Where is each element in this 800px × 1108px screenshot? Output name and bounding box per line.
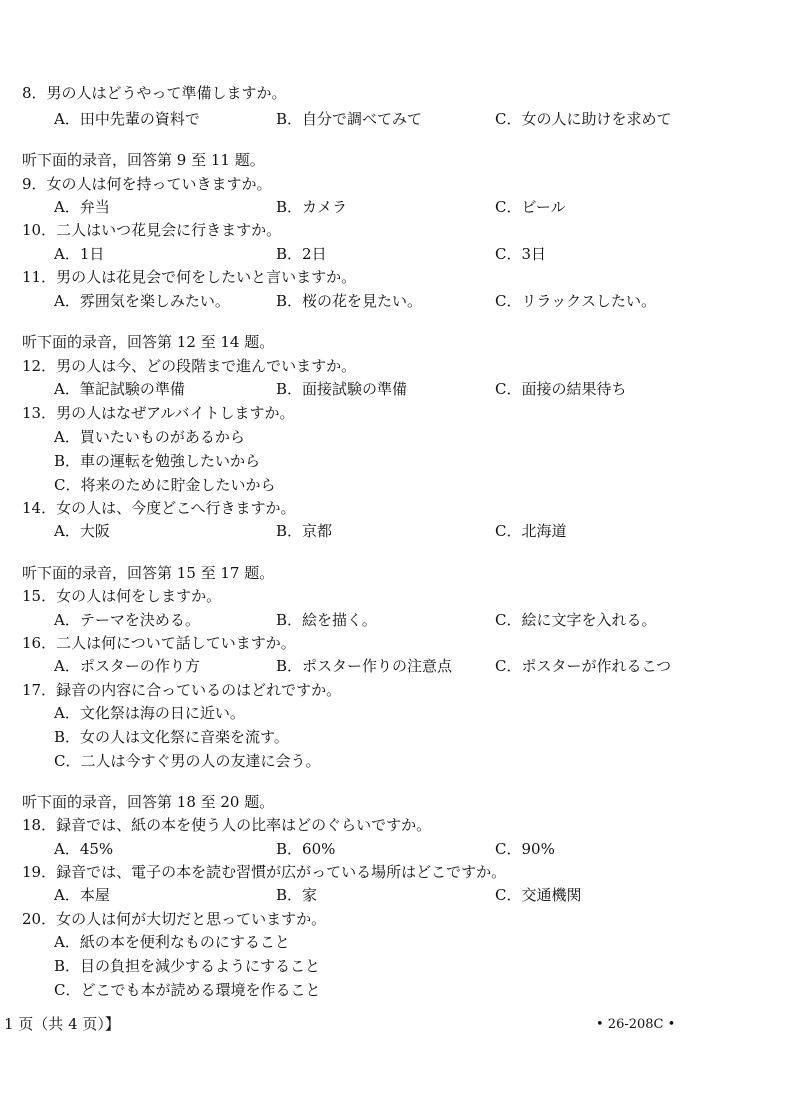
question-17: 17．録音の内容に合っているのはどれですか。 — [22, 681, 342, 699]
q11-option-b: B．桜の花を見たい。 — [276, 292, 423, 310]
q9-option-b: B．カメラ — [276, 198, 348, 216]
q15-option-c: C．絵に文字を入れる。 — [495, 611, 657, 629]
q15-option-b: B．絵を描く。 — [276, 611, 377, 629]
q11-option-c: C．リラックスしたい。 — [495, 292, 657, 310]
section-header-18-20: 听下面的录音，回答第 18 至 20 题。 — [22, 793, 275, 811]
document-code: • 26-208C • — [596, 1017, 676, 1032]
q13-option-a: A．買いたいものがあるから — [54, 428, 245, 446]
q14-option-b: B．京都 — [276, 522, 333, 540]
q8-option-a: A．田中先輩の資料で — [54, 110, 200, 128]
q16-option-b: B．ポスター作りの注意点 — [276, 657, 453, 675]
q10-option-c: C．3日 — [495, 245, 547, 263]
q19-option-a: A．本屋 — [54, 886, 110, 904]
q18-option-c: C．90% — [495, 840, 555, 858]
q12-option-c: C．面接の結果待ち — [495, 380, 627, 398]
q8-option-b: B．自分で調べてみて — [276, 110, 423, 128]
q10-option-a: A．1日 — [54, 245, 105, 263]
question-18: 18．録音では、紙の本を使う人の比率はどのぐらいですか。 — [22, 816, 432, 834]
q13-option-c: C．将来のために貯金したいから — [54, 476, 276, 494]
q20-option-b: B．目の負担を減少するようにすること — [54, 957, 321, 975]
q15-option-a: A．テーマを決める。 — [54, 611, 200, 629]
q16-option-c: C．ポスターが作れるこつ — [495, 657, 672, 675]
page-number: 1 页（共 4 页）】 — [4, 1015, 120, 1033]
q18-option-b: B．60% — [276, 840, 336, 858]
section-header-15-17: 听下面的录音，回答第 15 至 17 题。 — [22, 564, 275, 582]
q9-option-a: A．弁当 — [54, 198, 110, 216]
q17-option-c: C．二人は今すぐ男の人の友達に会う。 — [54, 752, 321, 770]
question-20: 20．女の人は何が大切だと思っていますか。 — [22, 910, 327, 928]
question-10: 10．二人はいつ花見会に行きますか。 — [22, 221, 282, 239]
q10-option-b: B．2日 — [276, 245, 327, 263]
q13-option-b: B．車の運転を勉強したいから — [54, 452, 261, 470]
q8-option-c: C．女の人に助けを求めて — [495, 110, 672, 128]
q19-option-b: B．家 — [276, 886, 318, 904]
question-13: 13．男の人はなぜアルバイトしますか。 — [22, 404, 295, 422]
q17-option-b: B．女の人は文化祭に音楽を流す。 — [54, 728, 289, 746]
q9-option-c: C．ビール — [495, 198, 566, 216]
q11-option-a: A．雰囲気を楽しみたい。 — [54, 292, 230, 310]
q20-option-a: A．紙の本を便利なものにすること — [54, 933, 290, 951]
question-16: 16．二人は何について話していますか。 — [22, 634, 296, 652]
question-19: 19．録音では、電子の本を読む習慣が広がっている場所はどこですか。 — [22, 863, 507, 881]
q17-option-a: A．文化祭は海の日に近い。 — [54, 704, 245, 722]
question-8: 8．男の人はどうやって準備しますか。 — [22, 84, 287, 102]
section-header-12-14: 听下面的录音，回答第 12 至 14 题。 — [22, 333, 275, 351]
question-12: 12．男の人は今、どの段階まで進んでいますか。 — [22, 357, 357, 375]
q12-option-b: B．面接試験の準備 — [276, 380, 408, 398]
q14-option-c: C．北海道 — [495, 522, 567, 540]
q16-option-a: A．ポスターの作り方 — [54, 657, 200, 675]
question-15: 15．女の人は何をしますか。 — [22, 587, 222, 605]
q19-option-c: C．交通機関 — [495, 886, 582, 904]
q14-option-a: A．大阪 — [54, 522, 110, 540]
q12-option-a: A．筆記試験の準備 — [54, 380, 185, 398]
question-11: 11．男の人は花見会で何をしたいと言いますか。 — [22, 268, 357, 286]
question-9: 9．女の人は何を持っていきますか。 — [22, 175, 272, 193]
question-14: 14．女の人は、今度どこへ行きますか。 — [22, 499, 296, 517]
q18-option-a: A．45% — [54, 840, 114, 858]
section-header-9-11: 听下面的录音，回答第 9 至 11 题。 — [22, 151, 265, 169]
q20-option-c: C．どこでも本が読める環境を作ること — [54, 981, 321, 999]
